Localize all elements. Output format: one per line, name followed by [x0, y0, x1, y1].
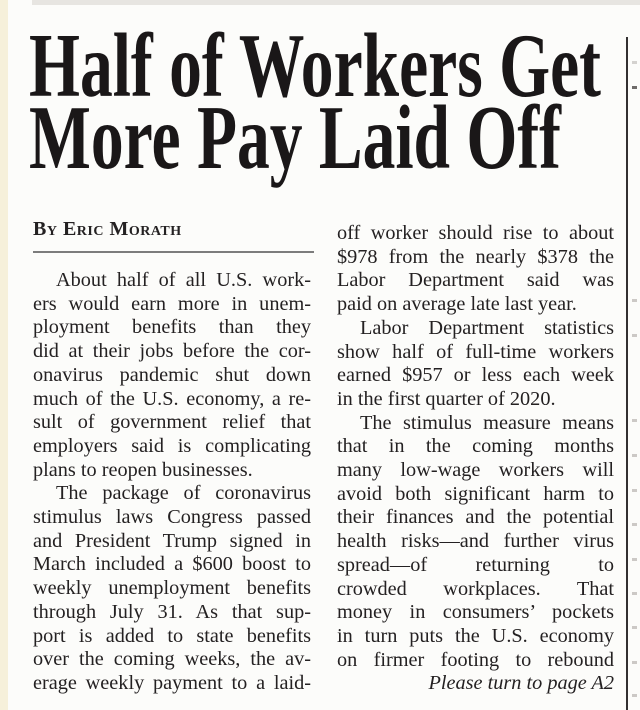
- headline-line-2: More Pay Laid Off: [29, 87, 561, 188]
- article-line: money in consumers’ pockets: [337, 601, 614, 624]
- article-line: many low-wage workers will: [337, 459, 614, 482]
- adjacent-column-text-fragment: [632, 694, 637, 697]
- top-divider-bar: [32, 0, 640, 5]
- byline: By Eric Morath: [33, 218, 182, 240]
- jump-to-page-line: Please turn to page A2: [428, 672, 614, 695]
- adjacent-column-text-fragment: [632, 86, 637, 89]
- article-line: onavirus pandemic shut down: [33, 363, 311, 386]
- left-margin-strip: [0, 0, 8, 710]
- article-line: in the first quarter of 2020.: [337, 387, 556, 410]
- article-line: Labor Department said was: [337, 269, 614, 292]
- adjacent-column-text-fragment: [632, 489, 637, 492]
- column-rule: [626, 37, 628, 710]
- adjacent-column-text-fragment: [632, 626, 637, 629]
- article-line: ers would earn more in unem-: [33, 292, 311, 315]
- article-line: employers said is complicating: [33, 434, 311, 457]
- article-line: that in the coming months: [337, 435, 614, 458]
- byline-rule: [33, 251, 314, 253]
- adjacent-column-text-fragment: [632, 523, 637, 526]
- article-line: crowded workplaces. That: [337, 577, 614, 600]
- article-line: sult of government relief that: [33, 411, 311, 434]
- adjacent-column-text-fragment: [632, 558, 637, 561]
- headline-line-1: Half of Workers Get: [29, 15, 601, 116]
- article-line: off worker should rise to about: [337, 222, 614, 244]
- adjacent-column-text-fragment: [632, 419, 637, 422]
- article-line: through July 31. As that sup-: [33, 600, 311, 623]
- article-line: spread—of returning to: [337, 553, 614, 576]
- adjacent-column-text-fragment: [632, 61, 637, 64]
- article-line: March included a $600 boost to: [33, 553, 311, 576]
- article-line: weekly unemployment benefits: [33, 577, 311, 600]
- article-line: did at their jobs before the cor-: [33, 340, 311, 363]
- article-line: port is added to state benefits: [33, 624, 311, 647]
- article-line: paid on average late last year.: [337, 293, 577, 316]
- article-line: ployment benefits than they: [33, 316, 311, 339]
- article-line: show half of full-time workers: [337, 340, 614, 363]
- article-line: The stimulus measure means: [360, 411, 614, 434]
- adjacent-column-text-fragment: [632, 299, 637, 302]
- article-column-1: [33, 269, 311, 696]
- article-line: much of the U.S. economy, a re-: [33, 387, 311, 410]
- article-line: their finances and the potential: [337, 506, 614, 529]
- article-line: earned $957 or less each week: [337, 364, 614, 387]
- adjacent-column-text-fragment: [632, 592, 637, 595]
- article-line: About half of all U.S. work-: [56, 269, 311, 291]
- article-line: The package of coronavirus: [56, 482, 311, 505]
- article-line: plans to reopen businesses.: [33, 458, 253, 481]
- article-line: stimulus laws Congress passed: [33, 506, 311, 529]
- article-line: avoid both significant harm to: [337, 482, 614, 505]
- article-line: $978 from the nearly $378 the: [337, 245, 614, 268]
- adjacent-column-text-fragment: [632, 661, 637, 664]
- article-line: and President Trump signed in: [33, 529, 311, 552]
- article-line: in turn puts the U.S. economy: [337, 624, 614, 647]
- article-line: over the coming weeks, the av-: [33, 648, 311, 671]
- article-column-2: [337, 222, 614, 696]
- article-line: erage weekly payment to a laid-: [33, 671, 311, 694]
- adjacent-column-text-fragment: [632, 454, 637, 457]
- headline: [29, 15, 640, 188]
- article-line: on firmer footing to rebound: [337, 648, 614, 671]
- adjacent-column-text-fragment: [632, 334, 637, 337]
- article-line: health risks—and further virus: [337, 530, 614, 553]
- article-line: Labor Department statistics: [360, 316, 614, 339]
